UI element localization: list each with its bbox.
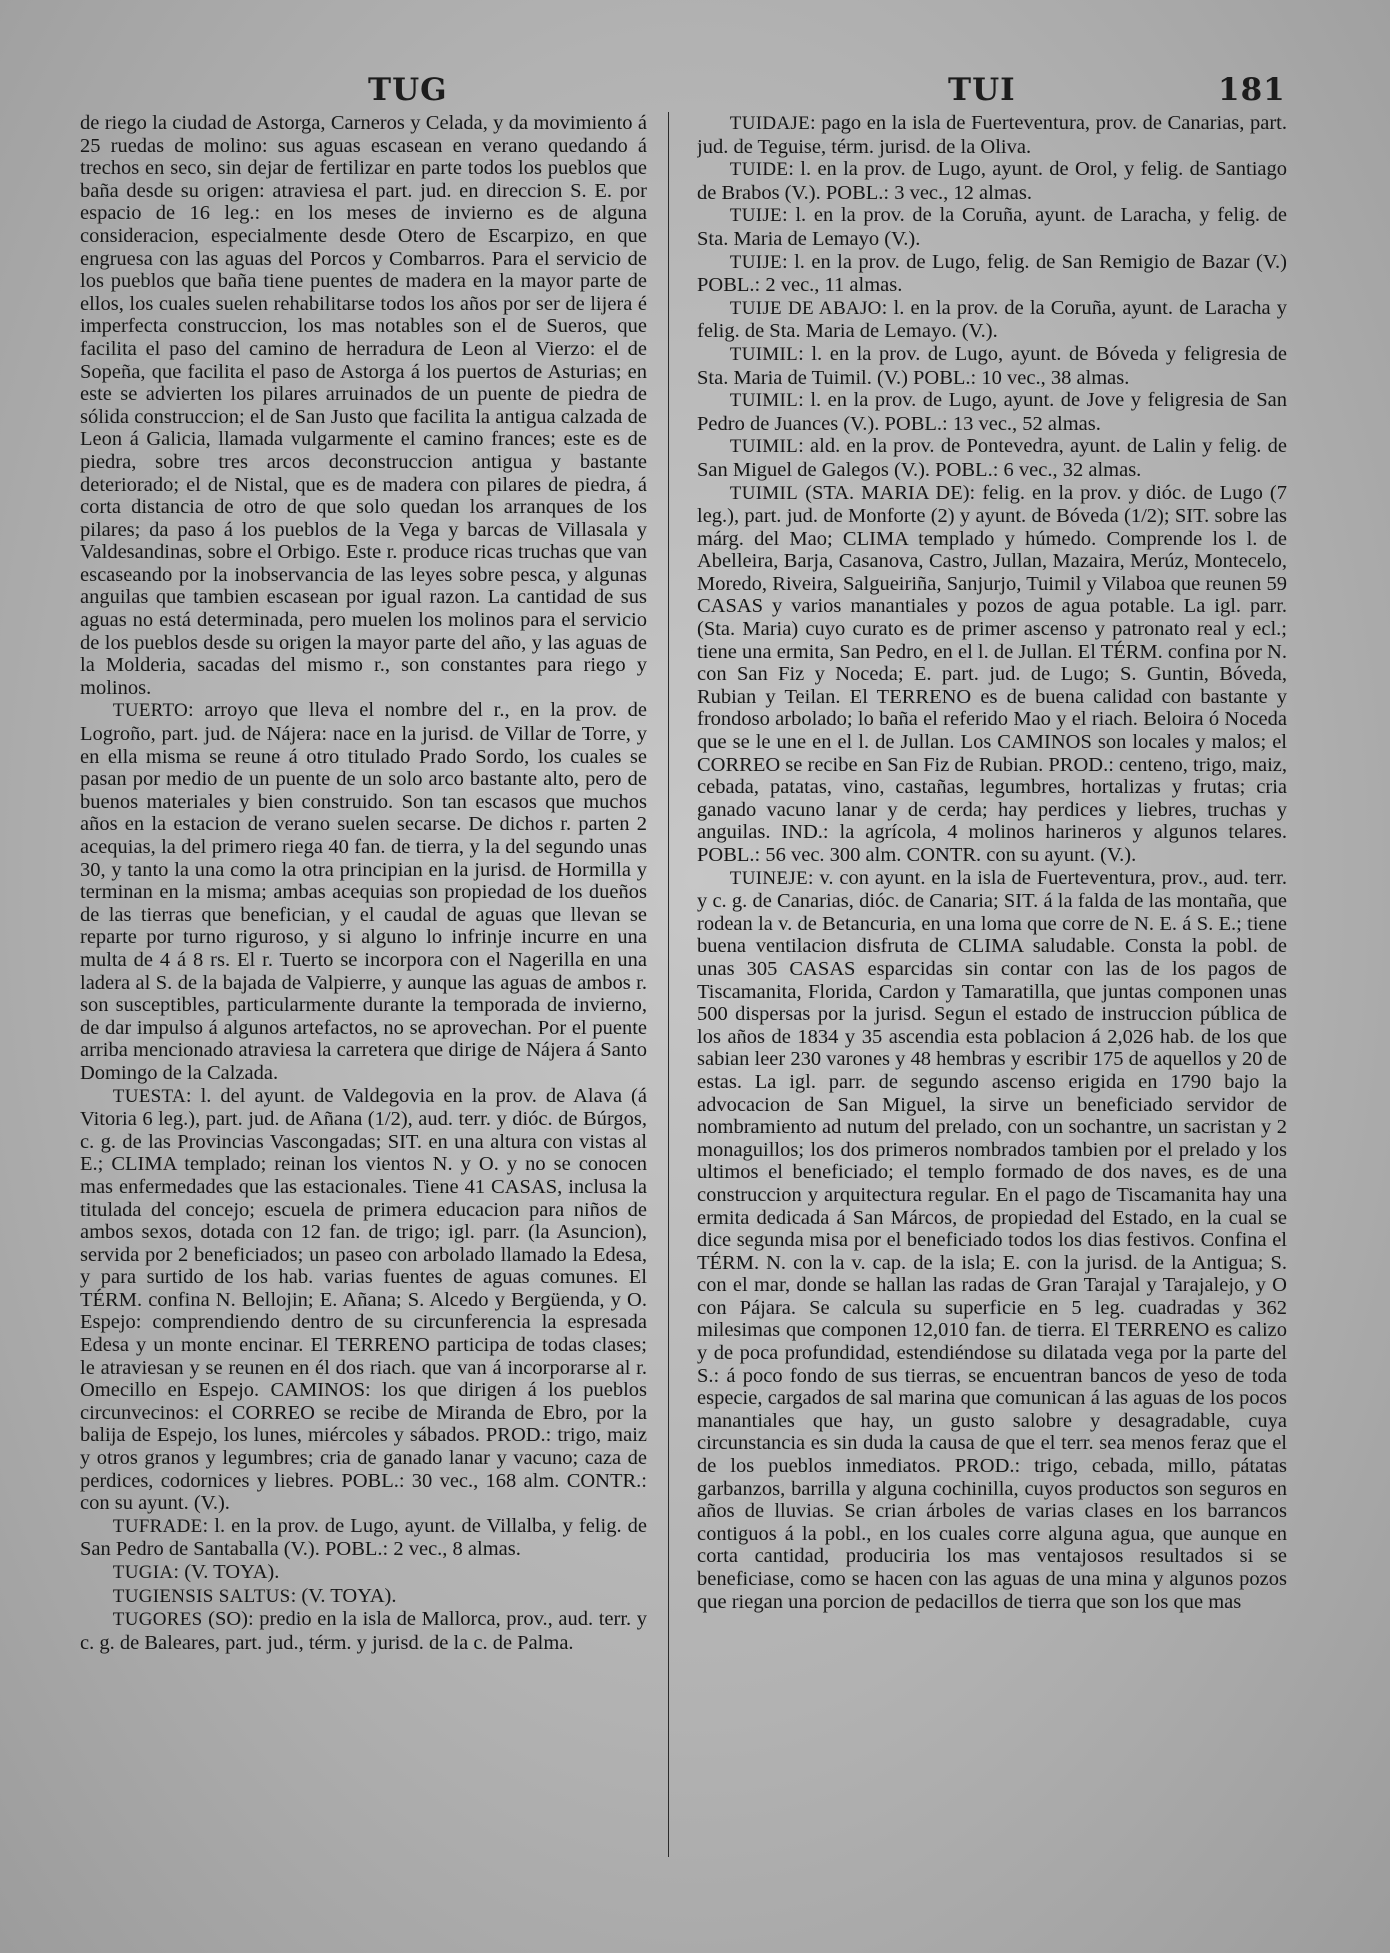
entry-headword: TUIMIL — [729, 343, 799, 365]
left-column — [80, 112, 647, 1857]
page-number: 181 — [1218, 72, 1286, 108]
entry-headword: TUIMIL — [729, 436, 799, 458]
entry-headword: TUIMIL — [729, 482, 799, 504]
dictionary-entry — [697, 112, 1287, 158]
entry-headword: TUERTO — [112, 700, 189, 722]
dictionary-entry — [697, 389, 1287, 435]
entry-headword: TUIJE — [729, 251, 782, 273]
entry-text: : v. con ayunt. en la isla de Fuerteventura, prov., aud. terr. y c. g. de Canarias, dióc. de Canaria; SIT. á la falda de las montaña, que rodean la v. de Betancuria, en una loma que corre de N. E. á S. E.; tiene buena ventilacion disfruta de CLIMA saludable. Consta la pobl. de unas 305 CASAS esparcidas sin contar con las de los pagos de Tiscamanita, Florida, Cardon y Tamaratilla, que juntas componen unas 500 dispersas por la jurisd. Segun el estado de instruccion pública de los años de 1834 y 35 ascendia esta poblacion á 2,026 hab. de los que sabian leer 230 varones y 48 hembras y escribir 175 de aquellos y 20 de estas. La igl. parr. de segundo ascenso erigida en 1790 bajo la advocacion de San Miguel, la sirve un beneficiado servidor de nombramiento ad nutum del prelado, con un sochantre, un sacristan y 2 monaguillos; los dos primeros nombrados tambien por el prelado y los ultimos el beneficiado; el templo formado de dos naves, es de una construccion y arquitectura regular. En el pago de Tiscamanita hay una ermita dedicada á San Márcos, de propiedad del Estado, en la cual se dice segunda misa por el beneficiado todos los dias festivos. Confina el TÉRM. N. con la v. cap. de la isla; E. con la jurisd. de la Antigua; S. con el mar, donde se hallan las radas de Gran Tarajal y Tarajalejo, y O con Pájara. Se calcula su superficie en 5 leg. cuadradas y 362 milesimas que componen 12,010 fan. de tierra. El TERRENO es calizo y de poca profundidad, estendiéndose su dilatada vega por la parte del S.: á poco fondo de sus tierras, se encuentran bancos de yeso de toda especie, cargados de sal marina que comunican á las aguas de los pocos manantiales que hay, un gusto salobre y desagradable, cuya circunstancia es sin duda la causa de que el terr. sea menos feraz que el de los pueblos inmediatos. PROD.: trigo, cebada, millo, pátatas garbanzos, barrilla y alguna cochinilla, cuyos productos son seguros en años de lluvias. Se crian árboles de varias clases en los barrancos contiguos á la pobl., en los cuales corre alguna agua, que aunque en corta cantidad, produciria los mas ventajosos resultados si se beneficiase, como se hacen con las aguas de una mina y algunos pozos que riegan una porcion de pedacillos de tierra que son los que mas — [697, 866, 1287, 1613]
dictionary-entry — [80, 699, 647, 1084]
dictionary-entry — [697, 867, 1287, 1614]
dictionary-entry — [697, 297, 1287, 343]
entry-headword: TUGIA — [112, 1562, 174, 1583]
entry-text: : l. en la prov. de Lugo, ayunt. de Bóveda y feligresia de Sta. Maria de Tuimil. (V.) POBL.: 10 vec., 38 almas. — [697, 342, 1287, 389]
entry-text: : (V. TOYA). — [173, 1561, 280, 1583]
entry-headword: TUGORES — [112, 1609, 203, 1631]
entry-headword: TUESTA — [112, 1085, 186, 1107]
running-header-left: TUG — [368, 72, 448, 108]
dictionary-entry — [697, 204, 1287, 250]
dictionary-entry — [80, 1608, 647, 1654]
entry-headword: TUIJE DE ABAJO — [729, 297, 882, 319]
entry-text: : l. en la prov. de Lugo, felig. de San Remigio de Bazar (V.) POBL.: 2 vec., 11 almas. — [697, 250, 1287, 297]
entry-text: : l. en la prov. de Lugo, ayunt. de Jove y feligresia de San Pedro de Juances (V.). POBL.: 13 vec., 52 almas. — [697, 389, 1287, 435]
dictionary-entry — [697, 435, 1287, 481]
entry-headword: TUINEJE — [729, 867, 808, 889]
dictionary-entry — [80, 1561, 647, 1585]
entry-text: : pago en la isla de Fuerteventura, prov. de Canarias, part. jud. de Teguise, térm. jurisd. de la Oliva. — [697, 112, 1287, 158]
entry-text: (SO): predio en la isla de Mallorca, prov., aud. terr. y c. g. de Baleares, part. jud., térm. y jurisd. de la c. de Palma. — [80, 1608, 647, 1654]
entry-text: : (V. TOYA). — [290, 1584, 397, 1607]
entry-text: : ald. en la prov. de Pontevedra, ayunt. de Lalin y felig. de San Miguel de Galegos (V.). POBL.: 6 vec., 32 almas. — [697, 435, 1287, 481]
entry-text: : arroyo que lleva el nombre del r., en la prov. de Logroño, part. jud. de Nájera: nace en la jurisd. de Villar de Torre, y en ella misma se reune á otro titulado Prado Sordo, los cuales se pasan por medio de un puente de un solo arco bastante alto, pero de buenos materiales y bien construido. Son tan escasos que muchos años en la estacion de verano suelen secarse. De dichos r. parten 2 acequias, la del primero riega 40 fan. de tierra, y la del segundo unas 30, y tanto la una como la otra principian en la jurisd. de Hormilla y terminan en la misma; ambas acequias son propiedad de los dueños de las tierras que benefician, y el caudal de aguas que llevan se reparte por turno riguroso, y si alguno lo infrinje incurre en una multa de 4 á 8 rs. El r. Tuerto se incorpora con el Nagerilla en una ladera al S. de la bajada de Valpierre, y aunque las aguas de ambos r. son susceptibles, particularmente durante la temporada de invierno, de dar impulso á algunos artefactos, no se aprovechan. Por el puente arriba mencionado atraviesa la carretera que dirige de Nájera á Santo Domingo de la Calzada. — [80, 699, 647, 1084]
entry-headword: TUIMIL — [729, 390, 799, 412]
dictionary-entry — [697, 158, 1287, 204]
entry-text: (STA. MARIA DE): felig. en la prov. y dióc. de Lugo (7 leg.), part. jud. de Monforte (2) y ayunt. de Bóveda (1/2); SIT. sobre las márg. del Mao; CLIMA templado y húmedo. Comprende los l. de Abelleira, Barja, Casanova, Castro, Jullan, Mazaira, Merúz, Montecelo, Moredo, Riveira, Salgueiriña, Sanjurjo, Tuimil y Vilaboa que reunen 59 CASAS y varios manantiales y pozos de agua potable. La igl. parr. (Sta. Maria) cuyo curato es de primer ascenso y patronato real y ecl.; tiene una ermita, San Pedro, en el l. de Jullan. El TÉRM. confina por N. con San Fiz y Noceda; E. part. jud. de Lugo; S. Guntin, Bóveda, Rubian y Teilan. El TERRENO es de buena calidad con bastante y frondoso arbolado; lo baña el referido Mao y el riach. Beloira ó Noceda que se le une en el l. de Jullan. Los CAMINOS son locales y malos; el CORREO se recibe en San Fiz de Rubian. PROD.: centeno, trigo, maiz, cebada, patatas, vino, castañas, legumbres, hortalizas y frutas; cria ganado vacuno lanar y de cerda; hay perdices y liebres, truchas y anguilas. IND.: la agrícola, 4 molinos harineros y algunos telares. POBL.: 56 vec. 300 alm. CONTR. con su ayunt. (V.). — [697, 481, 1287, 866]
entry-headword: TUIJE — [729, 205, 782, 227]
entry-text: : l. en la prov. de la Coruña, ayunt. de Laracha, y felig. de Sta. Maria de Lemayo (V.). — [697, 204, 1287, 250]
dictionary-entry — [697, 482, 1287, 867]
entry-text: : l. en la prov. de Lugo, ayunt. de Villalba, y felig. de San Pedro de Santaballa (V.). POBL.: 2 vec., 8 almas. — [80, 1514, 647, 1561]
dictionary-entry — [697, 343, 1287, 389]
entry-text: : l. en la prov. de Lugo, ayunt. de Orol, y felig. de Santiago de Brabos (V.). POBL.: 3 vec., 12 almas. — [697, 158, 1287, 204]
entry-text: de riego la ciudad de Astorga, Carneros y Celada, y da movimiento á 25 ruedas de molino: sus aguas escasean en verano quedando á trechos en seco, sin dejar de fertilizar en parte todos los pueblos que baña desde su origen: atraviesa el part. jud. en direccion S. E. por espacio de 16 leg.: en los meses de invierno es de alguna consideracion, especialmente desde Otero de Escarpizo, en que engruesa con las aguas del Porcos y Combarros. Para el servicio de los pueblos que baña tiene puentes de madera en la mayor parte de ellos, los cuales suelen rehabilitarse todos los años por ser de lijera é imperfecta construccion, los mas notables son el de Sueros, que facilita el paso del camino de herradura de Leon al Vierzo: el de Sopeña, que facilita el paso de Astorga á los puertos de Asturias; en este se advierten los pilares arruinados de un puente de piedra de sólida construccion; el de San Justo que facilita la antigua calzada de Leon á Galicia, llamada vulgarmente el camino frances; este es de piedra, sobre tres arcos deconstruccion antigua y bastante deteriorado; el de Nistal, que es de madera con pilares de piedra, á corta distancia de otro de que solo quedan los arranques de los pilares; da paso á los pueblos de la Vega y barcas de Villasala y Valdesandinas, sobre el Orbigo. Este r. produce ricas truchas que van escaseando por la inobservancia de las leyes sobre pesca, y algunas anguilas que tambien escasean por igual razon. La cantidad de sus aguas no está determinada, pero muelen los molinos para el servicio de los pueblos desde su origen la mayor parte del año, y las aguas de la Molderia, sacadas del mismo r., son constantes para riego y molinos. — [80, 112, 647, 699]
entry-headword: TUIDAJE — [729, 113, 810, 134]
column-divider — [668, 112, 669, 1857]
right-column — [697, 112, 1287, 1857]
dictionary-entry — [80, 1585, 647, 1609]
entry-text: : l. del ayunt. de Valdegovia en la prov. de Alava (á Vitoria 6 leg.), part. jud. de Añana (1/2), aud. terr. y dióc. de Búrgos, c. g. de las Provincias Vascongadas; SIT. en una altura con vistas al E.; CLIMA templado; reinan los vientos N. y O. y no se conocen mas enfermedades que las estacionales. Tiene 41 CASAS, inclusa la titulada del concejo; escuela de primera educacion para niños de ambos sexos, dotada con 12 fan. de trigo; igl. parr. (la Asuncion), servida por 2 beneficiados; un paseo con arbolado llamado la Edesa, y para surtido de los hab. varias fuentes de aguas comunes. El TÉRM. confina N. Bellojin; E. Añana; S. Alcedo y Bergüenda, y O. Espejo: comprendiendo dentro de su circunferencia la espresada Edesa y un monte encinar. El TERRENO participa de todas clases; le atraviesan y se reunen en él dos riach. que van á incorporarse al r. Omecillo en Espejo. CAMINOS: los que dirigen á los pueblos circunvecinos: el CORREO se recibe de Miranda de Ebro, por la balija de Espejo, los lunes, miércoles y sábados. PROD.: trigo, maiz y otros granos y legumbres; cria de ganado lanar y vacuno; caza de perdices, codornices y liebres. POBL.: 30 vec., 168 alm. CONTR.: con su ayunt. (V.). — [80, 1084, 647, 1515]
entry-text: : l. en la prov. de la Coruña, ayunt. de Laracha y felig. de Sta. Maria de Lemayo. (V.). — [697, 296, 1287, 343]
running-header-right: TUI — [948, 72, 1016, 108]
dictionary-entry — [697, 251, 1287, 297]
dictionary-entry — [80, 1085, 647, 1515]
dictionary-entry — [80, 1515, 647, 1561]
entry-headword: TUIDE — [729, 159, 789, 181]
dictionary-entry — [80, 112, 647, 699]
entry-headword: TUFRADE — [112, 1515, 203, 1537]
entry-headword: TUGIENSIS SALTUS — [112, 1585, 291, 1607]
